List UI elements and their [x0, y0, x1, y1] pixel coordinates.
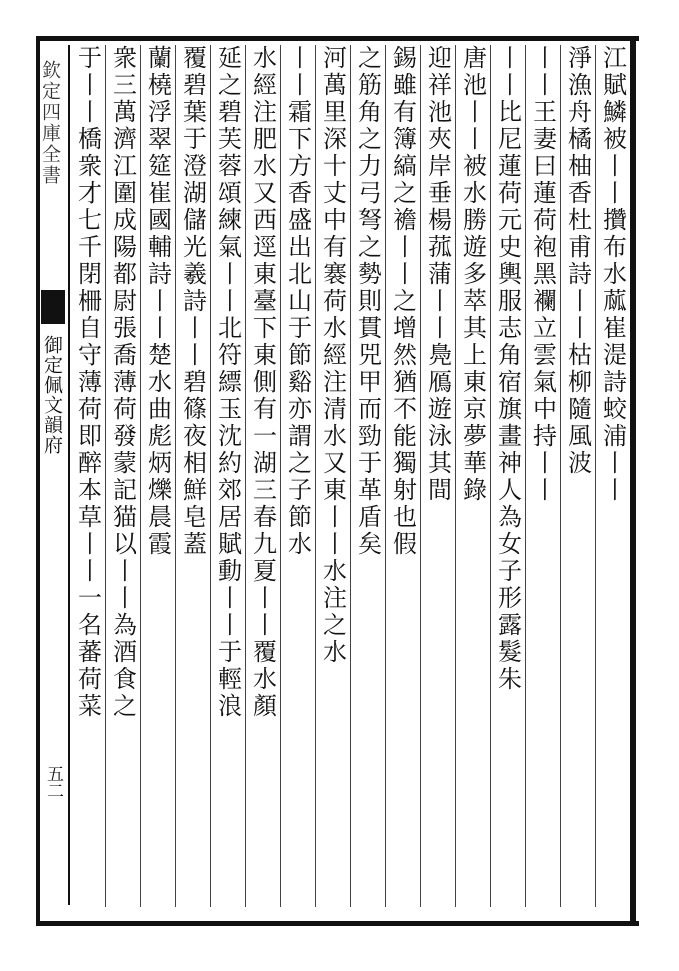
- text-column: 丨丨比尼蓮荷元史輿服志角宿旗畫神人為女子形露髮朱: [493, 45, 522, 693]
- column-rule: [175, 45, 176, 907]
- text-column: 覆碧葉于澄湖儲光羲詩丨丨碧篠夜相鮮皂蓋: [178, 45, 207, 558]
- column-rule: [140, 45, 141, 907]
- text-column: 延之碧芙蓉頌練氣丨丨北符縹玉沈約郊居賦動丨丨于輕浪: [213, 45, 242, 720]
- text-columns: [70, 45, 630, 910]
- column-rule: [350, 45, 351, 907]
- text-column: 河萬里深十丈中有褰荷水經注清水又東丨丨水注之水: [318, 45, 347, 666]
- column-rule: [490, 45, 491, 907]
- margin-page-number: 五二: [43, 765, 63, 799]
- text-column: 水經注肥水又西逕東臺下東側有一湖三春九夏丨丨覆水顏: [248, 45, 277, 720]
- text-column: 唐池丨丨被水勝遊多萃其上東京夢華錄: [458, 45, 487, 504]
- text-column: 江賦鱗被丨丨攢布水蓏崔湜詩蛟浦丨丨: [598, 45, 627, 504]
- text-column: 之筋角之力弓弩之勢則貫兕甲而勁于革盾矣: [353, 45, 382, 558]
- column-rule: [315, 45, 316, 907]
- column-rule: [105, 45, 106, 907]
- column-rule: [595, 45, 596, 907]
- column-rule: [420, 45, 421, 907]
- margin-book-title: 御定佩文韻府: [41, 335, 63, 455]
- text-column: 錫雖有簿縞之襜丨丨之增然猶不能獨射也假: [388, 45, 417, 558]
- column-rule: [280, 45, 281, 907]
- column-rule: [210, 45, 211, 907]
- column-rule: [245, 45, 246, 907]
- column-rule: [525, 45, 526, 907]
- frame-right-rule: [630, 36, 636, 921]
- text-column: 丨丨霜下方香盛出北山于節谿亦謂之子節水: [283, 45, 312, 558]
- text-column: 于丨丨橋衆才七千閉柵自守薄荷即醉本草丨丨一名蕃荷菜: [73, 45, 102, 720]
- text-column: 衆三萬濟江圍成陽都尉張喬薄荷發蒙記猫以丨丨為酒食之: [108, 45, 137, 720]
- fishtail-mark: [41, 290, 65, 324]
- column-rule: [455, 45, 456, 907]
- column-rule: [385, 45, 386, 907]
- margin-title: 欽定四庫全書: [39, 60, 61, 186]
- text-column: 丨丨王妻曰蓮荷袍黑襴立雲氣中持丨丨: [528, 45, 557, 504]
- column-rule: [560, 45, 561, 907]
- text-column: 蘭橈浮翠筵崔國輔詩丨丨楚水曲彪炳爍晨霞: [143, 45, 172, 558]
- text-column: 迎祥池夾岸垂楊菰蒲丨丨鳧鴈遊泳其間: [423, 45, 452, 504]
- text-column: 淨漁舟橘柚香杜甫詩丨丨枯柳隨風波: [563, 45, 592, 477]
